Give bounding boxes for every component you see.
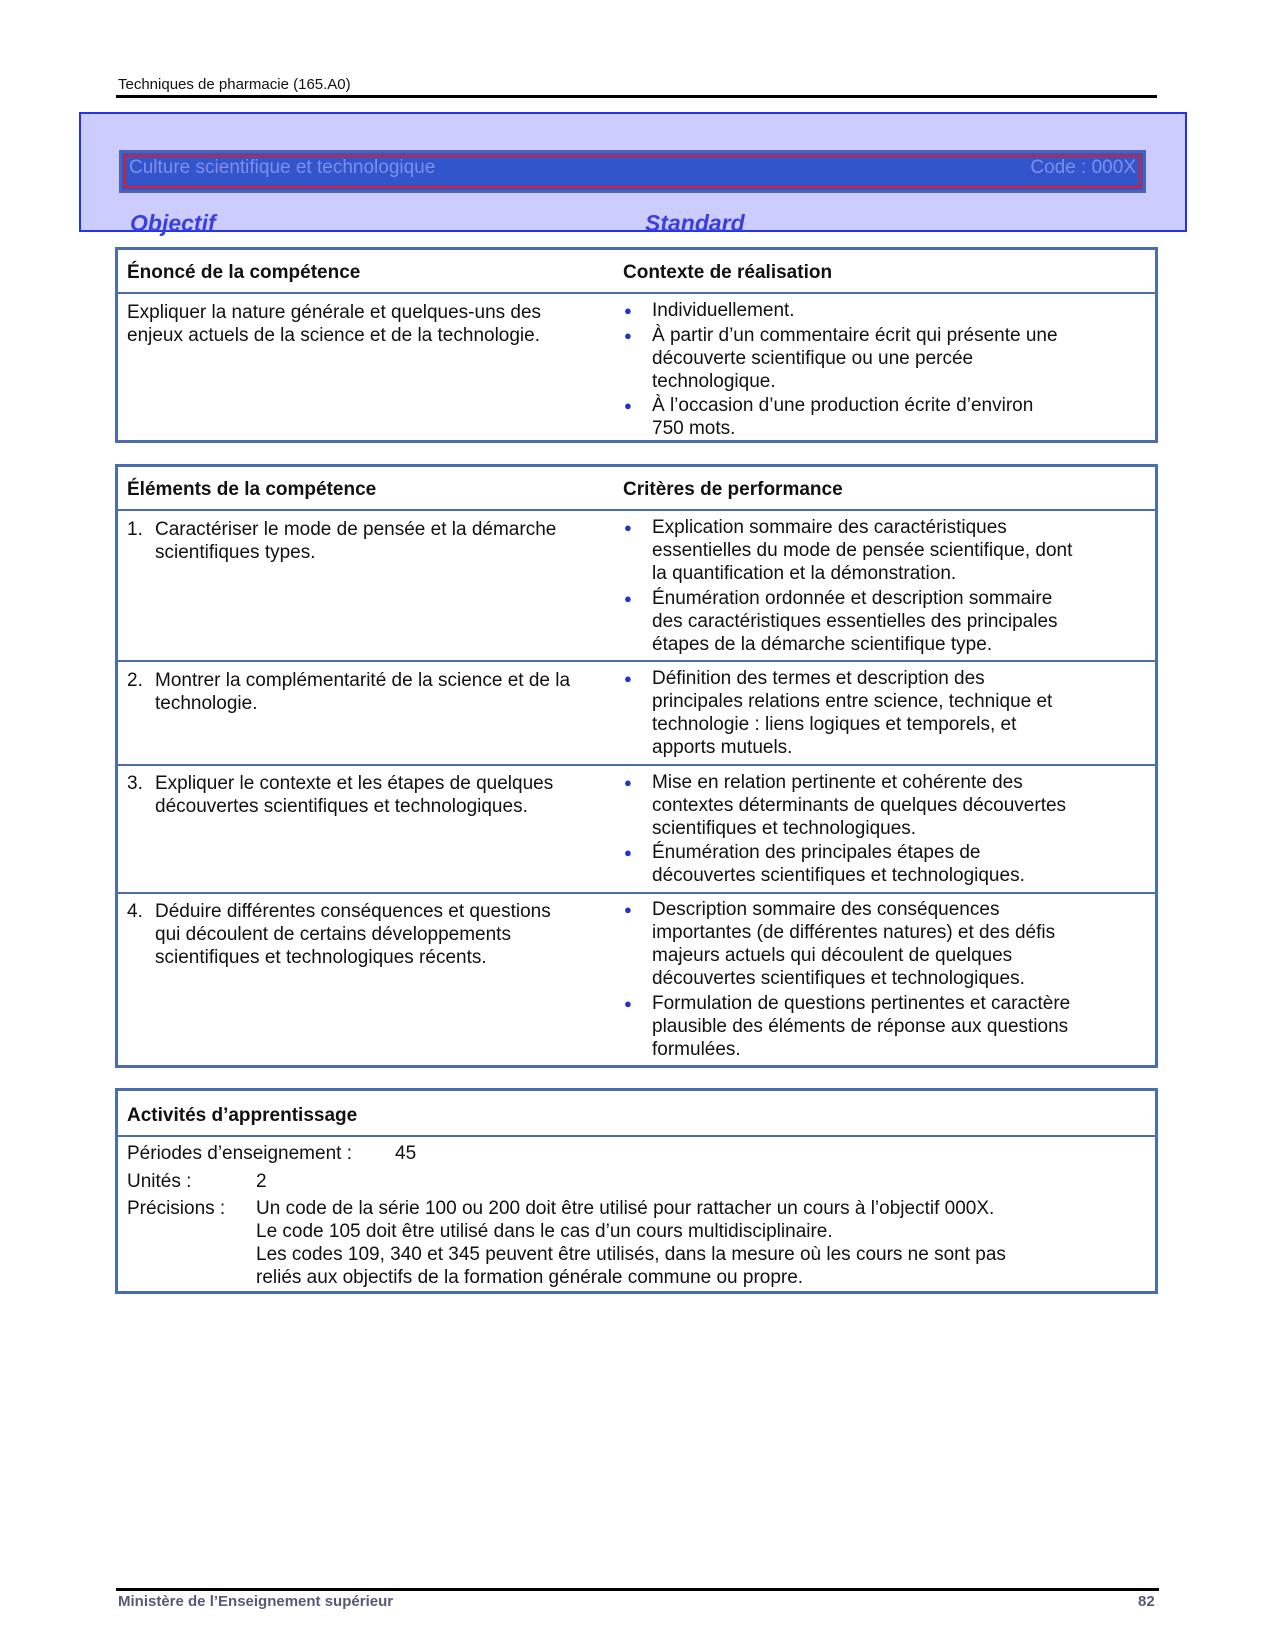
heading-divider bbox=[118, 292, 1155, 294]
bullet-icon: ● bbox=[624, 328, 632, 343]
context-item: À partir d’un commentaire écrit qui présente une bbox=[652, 325, 1058, 346]
precisions-label: Précisions : bbox=[127, 1198, 226, 1219]
precision-line: Un code de la série 100 ou 200 doit être utilisé pour rattacher un cours à l’objectif 000X. bbox=[256, 1198, 995, 1219]
context-item: À l’occasion d’une production écrite d’environ bbox=[652, 395, 1034, 416]
criterion-line: plausible des éléments de réponse aux questions bbox=[652, 1016, 1069, 1037]
criterion-line: scientifiques et technologiques. bbox=[652, 818, 917, 839]
periods-label: Périodes d’enseignement : bbox=[127, 1143, 352, 1164]
criterion-line: découvertes scientifiques et technologiques. bbox=[652, 968, 1025, 989]
bullet-icon: ● bbox=[624, 775, 632, 790]
criterion-line: découvertes scientifiques et technologiques. bbox=[652, 865, 1025, 886]
precision-line: Le code 105 doit être utilisé dans le cas d’un cours multidisciplinaire. bbox=[256, 1221, 833, 1242]
element-number: 4. bbox=[127, 901, 143, 922]
page-number: 82 bbox=[1138, 1593, 1155, 1610]
criterion-line: la quantification et la démonstration. bbox=[652, 563, 957, 584]
elements-heading: Éléments de la compétence bbox=[127, 479, 377, 500]
element-line: Montrer la complémentarité de la science et de la bbox=[155, 670, 571, 691]
criterion-line: Énumération des principales étapes de bbox=[652, 842, 981, 863]
objectif-label: Objectif bbox=[130, 210, 216, 236]
precision-line: Les codes 109, 340 et 345 peuvent être utilisés, dans la mesure où les cours ne sont pas bbox=[256, 1244, 1006, 1265]
criterion-line: Description sommaire des conséquences bbox=[652, 899, 1000, 920]
heading-divider bbox=[118, 509, 1155, 511]
bullet-icon: ● bbox=[624, 398, 632, 413]
context-item: technologique. bbox=[652, 371, 776, 392]
element-line: Caractériser le mode de pensée et la démarche bbox=[155, 519, 557, 540]
criterion-line: formulées. bbox=[652, 1039, 741, 1060]
competence-heading: Énoncé de la compétence bbox=[127, 262, 361, 283]
elements-box bbox=[115, 464, 1158, 1068]
criterion-line: Explication sommaire des caractéristiques bbox=[652, 517, 1007, 538]
activities-heading: Activités d’apprentissage bbox=[127, 1105, 358, 1126]
criterion-line: apports mutuels. bbox=[652, 737, 793, 758]
criterion-line: technologie : liens logiques et temporels, et bbox=[652, 714, 1017, 735]
bullet-icon: ● bbox=[624, 902, 632, 917]
units-value: 2 bbox=[256, 1171, 267, 1192]
units-label: Unités : bbox=[127, 1171, 192, 1192]
standard-label: Standard bbox=[645, 210, 745, 236]
bullet-icon: ● bbox=[624, 996, 632, 1011]
criterion-line: Énumération ordonnée et description sommaire bbox=[652, 588, 1053, 609]
statement-line: Expliquer la nature générale et quelques-uns des bbox=[127, 302, 542, 323]
bullet-icon: ● bbox=[624, 303, 632, 318]
bullet-icon: ● bbox=[624, 845, 632, 860]
periods-value: 45 bbox=[395, 1143, 417, 1164]
criterion-line: importantes (de différentes natures) et des défis bbox=[652, 922, 1056, 943]
criterion-line: majeurs actuels qui découlent de quelques bbox=[652, 945, 1013, 966]
criterion-line: principales relations entre science, technique et bbox=[652, 691, 1053, 712]
element-number: 1. bbox=[127, 519, 143, 540]
element-number: 3. bbox=[127, 773, 143, 794]
criterion-line: Formulation de questions pertinentes et caractère bbox=[652, 993, 1071, 1014]
document-header: Techniques de pharmacie (165.A0) bbox=[118, 76, 351, 93]
element-line: qui découlent de certains développements bbox=[155, 924, 511, 945]
title-bar bbox=[119, 150, 1146, 193]
context-heading: Contexte de réalisation bbox=[623, 262, 833, 283]
element-line: scientifiques types. bbox=[155, 542, 316, 563]
footer-ministry: Ministère de l’Enseignement supérieur bbox=[118, 1593, 394, 1610]
element-line: découvertes scientifiques et technologiques. bbox=[155, 796, 528, 817]
criterion-line: Définition des termes et description des bbox=[652, 668, 985, 689]
element-line: scientifiques et technologiques récents. bbox=[155, 947, 487, 968]
competence-box bbox=[115, 247, 1158, 443]
footer-rule bbox=[116, 1588, 1159, 1591]
bullet-icon: ● bbox=[624, 520, 632, 535]
bullet-icon: ● bbox=[624, 671, 632, 686]
heading-divider bbox=[118, 1135, 1155, 1137]
row-divider bbox=[118, 892, 1155, 894]
criterion-line: contextes déterminants de quelques découvertes bbox=[652, 795, 1067, 816]
context-item: Individuellement. bbox=[652, 300, 795, 321]
statement-line: enjeux actuels de la science et de la technologie. bbox=[127, 325, 540, 346]
element-line: technologie. bbox=[155, 693, 258, 714]
criterion-line: étapes de la démarche scientifique type. bbox=[652, 634, 993, 655]
activities-box bbox=[115, 1088, 1158, 1294]
context-item: découverte scientifique ou une percée bbox=[652, 348, 974, 369]
row-divider bbox=[118, 764, 1155, 766]
criterion-line: essentielles du mode de pensée scientifique, dont bbox=[652, 540, 1073, 561]
row-divider bbox=[118, 660, 1155, 662]
header-rule bbox=[116, 95, 1157, 98]
context-item: 750 mots. bbox=[652, 418, 736, 439]
criterion-line: Mise en relation pertinente et cohérente des bbox=[652, 772, 1023, 793]
precision-line: reliés aux objectifs de la formation générale commune ou propre. bbox=[256, 1267, 804, 1288]
objective-title: Culture scientifique et technologique bbox=[129, 157, 436, 178]
criterion-line: des caractéristiques essentielles des principales bbox=[652, 611, 1058, 632]
objective-code: Code : 000X bbox=[1030, 157, 1136, 178]
element-number: 2. bbox=[127, 670, 143, 691]
element-line: Déduire différentes conséquences et questions bbox=[155, 901, 551, 922]
element-line: Expliquer le contexte et les étapes de quelques bbox=[155, 773, 554, 794]
criteria-heading: Critères de performance bbox=[623, 479, 843, 500]
bullet-icon: ● bbox=[624, 591, 632, 606]
